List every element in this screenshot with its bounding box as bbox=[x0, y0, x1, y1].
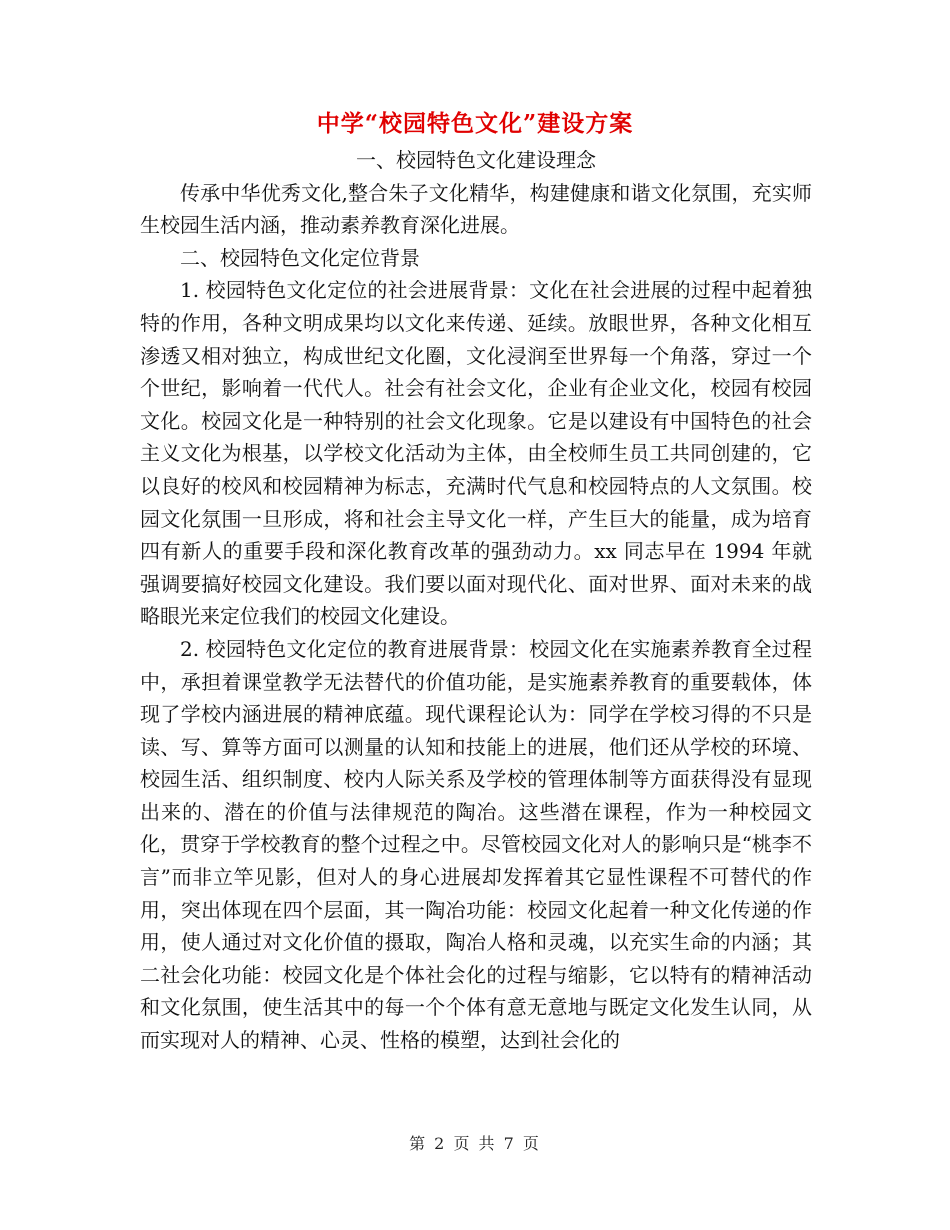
document-body bbox=[140, 144, 812, 1057]
section-heading-2: 二、校园特色文化定位背景 bbox=[180, 245, 420, 270]
section-1-paragraph: 传承中华优秀文化,整合朱子文化精华，构建健康和谐文化氛围，充实师生校园生活内涵，推动素养教育深化进展。 bbox=[140, 180, 812, 238]
page-number-footer: 第 2 页 共 7 页 bbox=[409, 1134, 541, 1153]
section-heading-1: 一、校园特色文化建设理念 bbox=[356, 148, 596, 172]
document-title: 中学“校园特色文化”建设方案 bbox=[316, 110, 634, 137]
paragraph-social-background: 1. 校园特色文化定位的社会进展背景：文化在社会进展的过程中起着独特的作用，各种文明成果均以文化来传递、延续。放眼世界，各种文化相互渗透又相对独立，构成世纪文化圈，文化浸润至世界每一个角落，穿过一个个世纪，影响着一代代人。社会有社会文化，企业有企业文化，校园有校园文化。校园文化是一种特别的社会文化现象。它是以建设有中国特色的社会主义文化为根基，以学校文化活动为主体，由全校师生员工共同创建的，它以良好的校风和校园精神为标志，充满时代气息和校园特点的人文氛围。校园文化氛围一旦形成，将和社会主导文化一样，产生巨大的能量，成为培育四有新人的重要手段和深化教育改革的强劲动力。xx 同志早在 1994 年就强调要搞好校园文化建设。我们要以面对现代化、面对世界、面对未来的战略眼光来定位我们的校园文化建设。 bbox=[140, 278, 812, 629]
paragraph-education-background: 2. 校园特色文化定位的教育进展背景：校园文化在实施素养教育全过程中，承担着课堂教学无法替代的价值功能，是实施素养教育的重要载体，体现了学校内涵进展的精神底蕴。现代课程论认为：同学在学校习得的不只是读、写、算等方面可以测量的认知和技能上的进展，他们还从学校的环境、校园生活、组织制度、校内人际关系及学校的管理体制等方面获得没有显现出来的、潜在的价值与法律规范的陶冶。这些潜在课程，作为一种校园文化，贯穿于学校教育的整个过程之中。尽管校园文化对人的影响只是“桃李不言”而非立竿见影，但对人的身心进展却发挥着其它显性课程不可替代的作用，突出体现在四个层面，其一陶冶功能：校园文化起着一种文化传递的作用，使人通过对文化价值的摄取，陶冶人格和灵魂，以充实生命的内涵；其二社会化功能：校园文化是个体社会化的过程与缩影，它以特有的精神活动和文化氛围，使生活其中的每一个个体有意无意地与既定文化发生认同，从而实现对人的精神、心灵、性格的模塑，达到社会化的 bbox=[140, 636, 812, 1053]
